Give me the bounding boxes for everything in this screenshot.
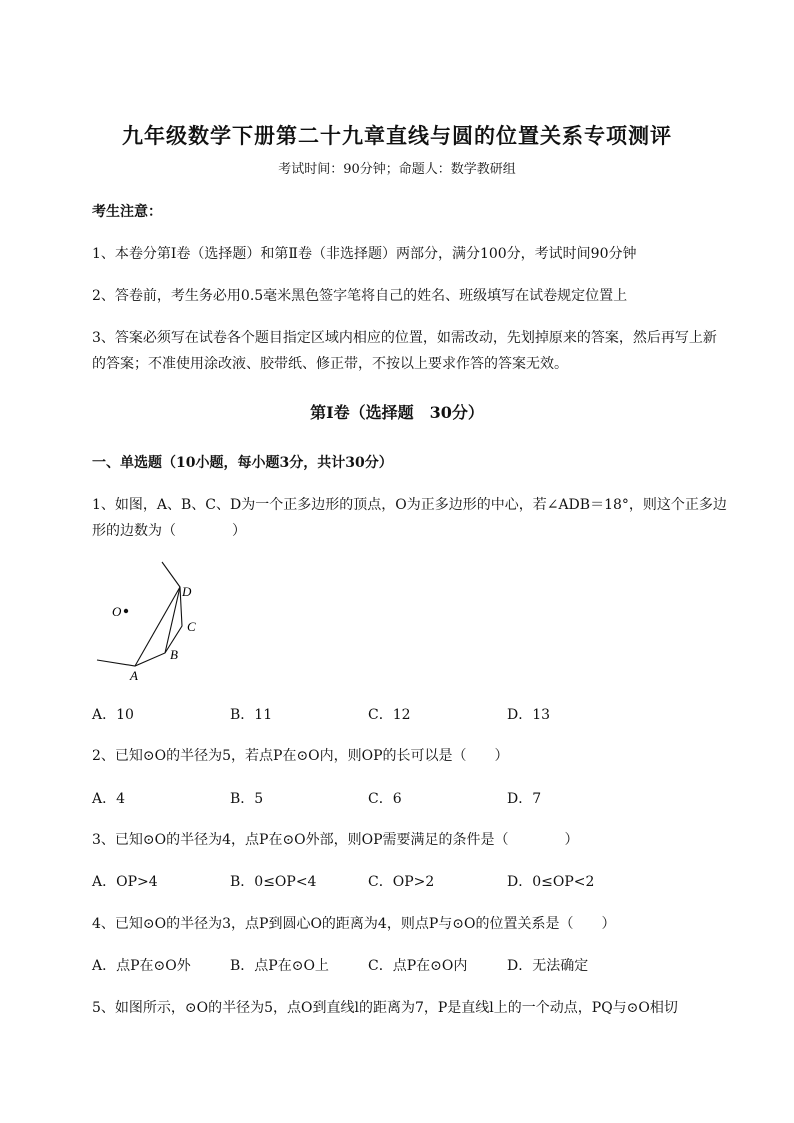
label-a: A bbox=[130, 668, 138, 683]
polygon-figure bbox=[90, 560, 220, 685]
document-subtitle: 考试时间：90分钟；命题人：数学教研组 bbox=[278, 162, 516, 177]
q3-option-c[interactable]: C．OP>2 bbox=[368, 874, 435, 890]
notice-item-2: 2、答卷前，考生务必用0.5毫米黑色签字笔将自己的姓名、班级填写在试卷规定位置上 bbox=[92, 288, 628, 304]
question-2-text: 2、已知⊙O的半径为5，若点P在⊙O内，则OP的长可以是（ ） bbox=[92, 748, 509, 764]
label-c: C bbox=[187, 619, 196, 634]
q2-option-d[interactable]: D．7 bbox=[507, 791, 542, 807]
q1-option-a[interactable]: A．10 bbox=[92, 707, 134, 723]
notice-heading: 考生注意： bbox=[92, 204, 162, 220]
question-1-line-1: 1、如图，A、B、C、D为一个正多边形的顶点，O为正多边形的中心，若∠ADB＝18°，则这个正多边 bbox=[92, 497, 727, 513]
segment-bd bbox=[165, 587, 180, 653]
q1-option-c[interactable]: C．12 bbox=[368, 707, 411, 723]
part-heading: 一、单选题（10小题，每小题3分，共计30分） bbox=[92, 455, 393, 471]
q1-option-d[interactable]: D．13 bbox=[507, 707, 551, 723]
q2-option-b[interactable]: B．5 bbox=[230, 791, 264, 807]
q1-option-b[interactable]: B．11 bbox=[230, 707, 273, 723]
notice-item-3-continued: 的答案；不准使用涂改液、胶带纸、修正带，不按以上要求作答的答案无效。 bbox=[92, 356, 568, 372]
center-point bbox=[124, 609, 128, 613]
section-title: 第I卷（选择题 30分） bbox=[310, 403, 484, 422]
question-5-text: 5、如图所示，⊙O的半径为5，点O到直线l的距离为7，P是直线l上的一个动点，PQ与⊙O相切 bbox=[92, 1000, 678, 1016]
label-d: D bbox=[182, 584, 192, 599]
notice-item-1: 1、本卷分第I卷（选择题）和第Ⅱ卷（非选择题）两部分，满分100分，考试时间90分钟 bbox=[92, 246, 637, 262]
q2-option-c[interactable]: C．6 bbox=[368, 791, 402, 807]
q4-option-b[interactable]: B．点P在⊙O上 bbox=[230, 958, 329, 974]
label-o: O bbox=[112, 604, 122, 619]
q3-option-a[interactable]: A．OP>4 bbox=[92, 874, 158, 890]
question-3-text: 3、已知⊙O的半径为4，点P在⊙O外部，则OP需要满足的条件是（ ） bbox=[92, 832, 579, 848]
question-1-line-2: 形的边数为（ ） bbox=[92, 523, 246, 539]
q3-option-b[interactable]: B．0≤OP<4 bbox=[230, 874, 317, 890]
q4-option-d[interactable]: D．无法确定 bbox=[507, 958, 589, 974]
question-4-text: 4、已知⊙O的半径为3，点P到圆心O的距离为4，则点P与⊙O的位置关系是（ ） bbox=[92, 916, 616, 932]
q3-option-d[interactable]: D．0≤OP<2 bbox=[507, 874, 595, 890]
notice-item-3: 3、答案必须写在试卷各个题目指定区域内相应的位置，如需改动，先划掉原来的答案，然后再写上新 bbox=[92, 330, 717, 346]
label-b: B bbox=[170, 647, 178, 662]
q4-option-a[interactable]: A．点P在⊙O外 bbox=[92, 958, 191, 974]
q4-option-c[interactable]: C．点P在⊙O内 bbox=[368, 958, 468, 974]
document-title: 九年级数学下册第二十九章直线与圆的位置关系专项测评 bbox=[122, 123, 672, 148]
q2-option-a[interactable]: A．4 bbox=[92, 791, 126, 807]
